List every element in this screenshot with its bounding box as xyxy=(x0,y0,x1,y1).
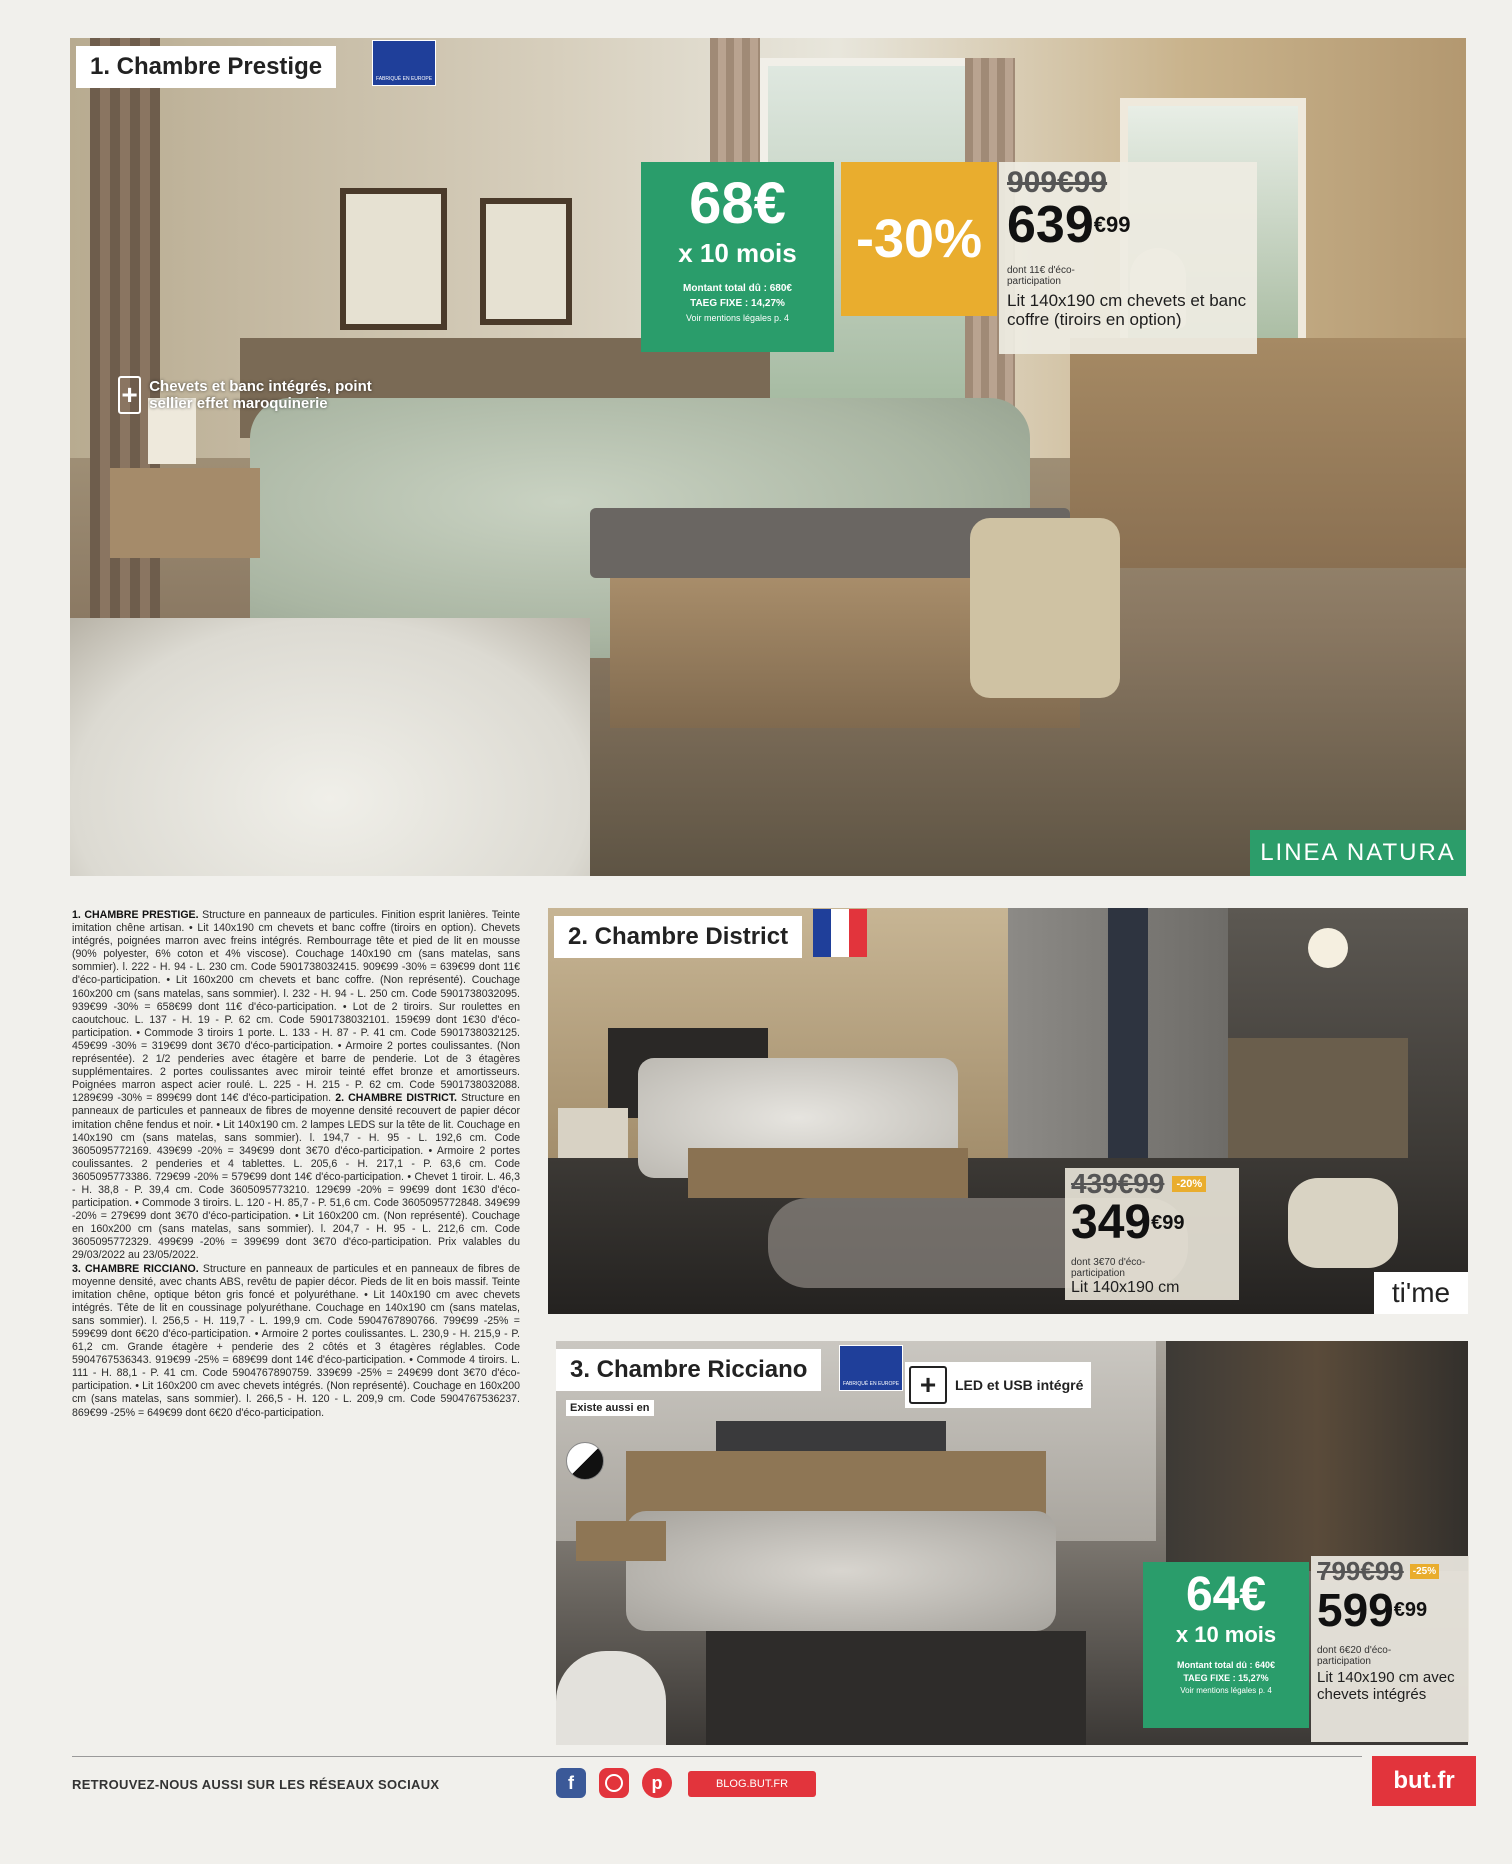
pinterest-icon[interactable]: p xyxy=(642,1768,672,1798)
plus-feature-3 xyxy=(905,1362,1091,1408)
price-box-2 xyxy=(1065,1168,1239,1300)
credit-mentions: Voir mentions légales p. 4 xyxy=(685,313,790,323)
plus-feature-text-3: LED et USB intégré xyxy=(955,1377,1084,1393)
copy-head-prestige: 1. CHAMBRE PRESTIGE. xyxy=(72,909,199,921)
credit-monthly: 68€ xyxy=(689,171,786,236)
france-flag-icon xyxy=(813,909,867,957)
social-caption: RETROUVEZ-NOUS AUSSI SUR LES RÉSEAUX SOCIAUX xyxy=(72,1777,440,1792)
but-fr-logo[interactable]: but.fr xyxy=(1372,1756,1476,1806)
chambre-district-photo xyxy=(548,908,1468,1314)
eu-flag-icon: FABRIQUÉ EN EUROPE xyxy=(372,40,436,86)
brand-time: ti'me xyxy=(1374,1272,1468,1314)
footer-divider xyxy=(72,1756,1362,1757)
old-price-2: 439€99 xyxy=(1071,1168,1165,1199)
old-price-3: 799€99 xyxy=(1317,1556,1404,1586)
credit-total-3: Montant total dû : 640€ xyxy=(1176,1660,1275,1670)
price-cents-1: €99 xyxy=(1093,212,1131,237)
credit-monthly-3: 64€ xyxy=(1185,1568,1267,1621)
old-price-1: 909€99 xyxy=(1007,166,1108,199)
credit-box-1 xyxy=(641,162,834,352)
credit-box-3 xyxy=(1143,1562,1309,1728)
eco-participation-2: dont 3€70 d'éco-participation xyxy=(1071,1257,1146,1279)
eco-participation-3: dont 6€20 d'éco-participation xyxy=(1317,1645,1392,1667)
eco-participation-1: dont 11€ d'éco-participation xyxy=(1007,265,1075,287)
copy-head-district: 2. CHAMBRE DISTRICT. xyxy=(335,1092,457,1105)
eu-flag-icon-2: FABRIQUÉ EN EUROPE xyxy=(839,1345,903,1391)
price-cents-3: €99 xyxy=(1393,1599,1428,1621)
price-box-3 xyxy=(1311,1556,1469,1742)
brand-linea-natura: LINEA NATURA xyxy=(1250,830,1466,876)
credit-duration-3: x 10 mois xyxy=(1175,1622,1277,1647)
discount-badge-3: -25% xyxy=(1410,1564,1439,1579)
credit-mentions-3: Voir mentions légales p. 4 xyxy=(1180,1686,1272,1695)
product-description-text xyxy=(72,909,520,1420)
product-desc-3: Lit 140x190 cm avec chevets intégrés xyxy=(1317,1669,1455,1703)
instagram-icon[interactable] xyxy=(599,1768,629,1798)
discount-badge-1: -30% xyxy=(841,162,997,316)
plus-feature-1 xyxy=(118,376,378,414)
credit-total: Montant total dû : 680€ xyxy=(683,283,792,294)
product-desc-1: Lit 140x190 cm chevets et banc coffre (tiroirs en option) xyxy=(1007,291,1247,329)
copy-body-district: Structure en panneaux de particules et panneaux de fibres de moyenne densité recouvert de papier décor imitation chêne fendus et noir. • Lit 140x190 cm. 2 lampes LEDS sur la tête de lit. Couchage en 140x190 cm (sans matelas, sans sommier). l. 194,7 - H. 95 - L. 192,6 cm. Code 3605095772169. 439€99 -20% = 349€99 dont 3€70 d'éco-participation. • Armoire 2 portes coulissantes. 2 penderies et 4 tablettes. L. 205,6 - H. 217,1 - P. 63,6 cm. Code 3605095773386. 729€99 -20% = 579€99 dont 14€ d'éco-participation. • Chevet 1 tiroir. L. 46,3 - H. 38,8 - P. 39,4 cm. Code 3605095773210. 129€99 -20% = 99€99 dont 1€30 d'éco-participation. • Commode 3 tiroirs. L. 120 - H. 85,7 - P. 51,6 cm. Code 3605095772848. 349€99 -20% = 279€99 dont 3€70 d'éco-participation. • Lit 160x200 cm. (Non représenté). Couchage en 160x200 cm (sans matelas, sans sommier). l. 204,7 - H. 95 - L. 212,6 cm. Code 3605095772329. 499€99 -20% = 399€99 dont 3€70 d'éco-participation. Prix valables du 29/03/2022 au 23/05/2022. xyxy=(72,1092,520,1262)
section2-title: 2. Chambre District xyxy=(554,916,802,958)
credit-duration: x 10 mois xyxy=(678,238,797,268)
product-desc-2: Lit 140x190 cm xyxy=(1071,1279,1180,1296)
price-main-1: 639 xyxy=(1007,196,1094,254)
copy-body-ricciano: Structure en panneaux de particules et en panneaux de fibres de moyenne densité, avec chants ABS, revêtu de papier décor. Pieds de lit en bois massif. Teinte imitation chêne, optique béton gris foncé et polyuréthane. • Lit 140x190 cm avec chevets intégrés. Tête de lit en coussinage polyuréthane. Couchage en 140x190 cm (sans matelas, sans sommier). l. 256,5 - H. 119,7 - L. 199,9 cm. Code 5904767890766. 799€99 -25% = 599€99 dont 6€20 d'éco-participation. • Armoire 2 portes coulissantes. L. 230,9 - H. 215,9 - P. 61,2 cm. Grande étagère + penderie des 2 côtés et 3 étagères réglables. Code 5904767536343. 919€99 -25% = 689€99 dont 14€ d'éco-participation. • Commode 4 tiroirs. L. 111 - H. 88,1 - P. 41 cm. Code 5904767890759. 339€99 -25% = 249€99 dont 3€70 d'éco-participation. • Lit 160x200 cm avec chevets intégrés. (Non représenté). Couchage en 160x200 cm (sans matelas, sans sommier). l. 266,5 - H. 120 - L. 209,9 cm. Code 5904767536237. 869€99 -25% = 649€99 dont 6€20 d'éco-participation. xyxy=(72,1262,520,1419)
color-option-swatch[interactable] xyxy=(566,1442,604,1480)
plus-icon-2: + xyxy=(909,1366,947,1404)
copy-head-ricciano: 3. CHAMBRE RICCIANO. xyxy=(72,1262,199,1275)
price-box-1 xyxy=(999,162,1257,354)
plus-feature-text: Chevets et banc intégrés, point sellier effet maroquinerie xyxy=(149,378,372,412)
credit-taeg-3: TAEG FIXE : 15,27% xyxy=(1183,1673,1269,1683)
discount-badge-2: -20% xyxy=(1172,1176,1206,1192)
blog-link[interactable]: BLOG.BUT.FR xyxy=(688,1771,816,1797)
facebook-icon[interactable]: f xyxy=(556,1768,586,1798)
plus-icon: + xyxy=(118,376,141,414)
price-cents-2: €99 xyxy=(1151,1212,1185,1234)
price-main-3: 599 xyxy=(1317,1584,1394,1636)
existe-aussi-label: Existe aussi en xyxy=(566,1400,654,1416)
section3-title: 3. Chambre Ricciano xyxy=(556,1349,821,1391)
credit-taeg: TAEG FIXE : 14,27% xyxy=(690,298,785,309)
price-main-2: 349 xyxy=(1071,1196,1152,1249)
copy-body-prestige: Structure en panneaux de particules. Finition esprit lanières. Teinte imitation chêne artisan. • Lit 140x190 cm chevets et banc coffre (tiroirs en option). Chevets intégrés, poignées marron avec freins intégrés. Rembourrage tête et pied de lit en mousse (90% polyester, 6% coton et 4% viscose). Couchage 140x190 cm (sans matelas, sans sommier). l. 222 - H. 94 - L. 230 cm. Code 5901738032415. 909€99 -30% = 639€99 dont 11€ d'éco-participation. • Lit 160x200 cm chevets et banc coffre. (Non représenté). Couchage 160x200 cm (sans matelas, sans sommier). l. 232 - H. 94 - L. 250 cm. Code 5901738032095. 939€99 -30% = 658€99 dont 11€ d'éco-participation. • Lot de 2 tiroirs. Sur roulettes en caoutchouc. L. 137 - H. 19 - P. 62 cm. Code 5901738032101. 159€99 dont 1€30 d'éco-participation. • Commode 3 tiroirs 1 porte. L. 133 - H. 87 - P. 41 cm. Code 5901738032125. 459€99 -30% = 319€99 dont 3€70 d'éco-participation. • Armoire 2 portes coulissantes. (Non représentée). 2 1/2 penderies avec étagère et barre de penderie. Lot de 3 étagères supplémentaires. 2 portes coulissantes avec miroir teinté effet bronze et amortisseurs. Poignées marron aspect acier roulé. L. 225 - H. 215 - P. 62 cm. Code 5901738032088. 1289€99 -30% = 899€99 dont 14€ d'éco-participation. xyxy=(72,909,520,1105)
section1-title: 1. Chambre Prestige xyxy=(76,46,336,88)
